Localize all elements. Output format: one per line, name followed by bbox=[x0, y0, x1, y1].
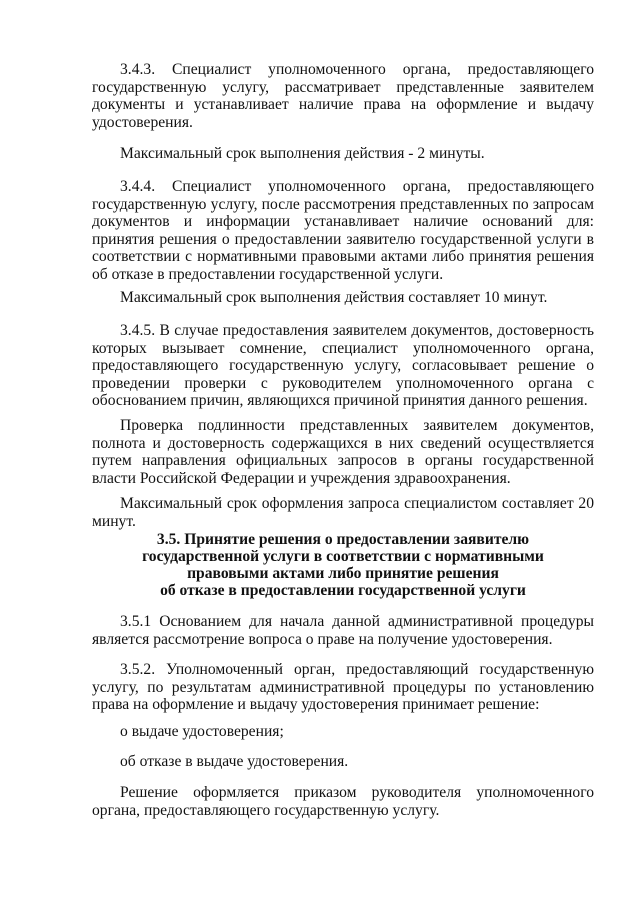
paragraph-3-4-4-block bbox=[92, 178, 594, 284]
paragraph-max-2min-block bbox=[92, 145, 594, 163]
paragraph-document-check: Проверка подлинности представленных заявителем документов, полнота и достоверность содержащихся в них сведений осуществляется путем направления официальных запросов в органы государственной власти Российской Федерации и учреждения здравоохранения. bbox=[92, 417, 594, 487]
paragraph-3-4-3-block bbox=[92, 61, 594, 131]
paragraph-3-5-2-block bbox=[92, 661, 594, 714]
paragraph-max-10min-block bbox=[92, 289, 594, 307]
heading-line-2: государственной услуги в соответствии с нормативными bbox=[142, 548, 544, 565]
decision-option-refuse: об отказе в выдаче удостоверения. bbox=[120, 753, 349, 770]
paragraph-max-time-2min: Максимальный срок выполнения действия - 2 минуты. bbox=[120, 145, 485, 162]
paragraph-3-5-1: 3.5.1 Основанием для начала данной административной процедуры является рассмотрение вопроса о праве на получение удостоверения. bbox=[92, 613, 594, 648]
paragraph-max-time-10min: Максимальный срок выполнения действия составляет 10 минут. bbox=[120, 289, 548, 306]
paragraph-decision-order: Решение оформляется приказом руководителя уполномоченного органа, предоставляющего государственную услугу. bbox=[92, 784, 594, 819]
heading-line-1: 3.5. Принятие решения о предоставлении заявителю bbox=[156, 531, 530, 548]
paragraph-3-4-5: 3.4.5. В случае предоставления заявителем документов, достоверность которых вызывает сомнение, специалист уполномоченного органа, предоставляющего государственную услугу, согласовывает решение о проведении проверки с руководителем уполномоченного органа с обоснованием причин, являющихся причиной принятия данного решения. bbox=[92, 322, 594, 410]
paragraph-3-5-2: 3.5.2. Уполномоченный орган, предоставляющий государственную услугу, по результатам административной процедуры по установлению права на оформление и выдачу удостоверения принимает решение: bbox=[92, 661, 594, 714]
paragraph-3-5-1-block bbox=[92, 613, 594, 648]
paragraph-check-block bbox=[92, 417, 594, 487]
paragraph-refuse-block bbox=[92, 753, 594, 771]
heading-line-4: об отказе в предоставлении государственной услуги bbox=[160, 582, 526, 599]
paragraph-3-4-3: 3.4.3. Специалист уполномоченного органа, предоставляющего государственную услугу, рассматривает представленные заявителем документы и устанавливает наличие права на оформление и выдачу удостоверения. bbox=[92, 61, 594, 131]
paragraph-max-time-20min: Максимальный срок оформления запроса специалистом составляет 20 минут. bbox=[92, 495, 594, 530]
decision-option-issue: о выдаче удостоверения; bbox=[120, 723, 284, 740]
paragraph-max-20min-block bbox=[92, 495, 594, 530]
paragraph-3-4-4: 3.4.4. Специалист уполномоченного органа, предоставляющего государственную услугу, после рассмотрения представленных по запросам документов и информации устанавливает наличие оснований для: принятия решения о предоставлении заявителю государственной услуги в соответствии с нормативными правовыми актами либо принятия решения об отказе в предоставлении государственной услуги. bbox=[92, 178, 594, 283]
paragraph-order-block bbox=[92, 784, 594, 819]
paragraph-3-4-5-block bbox=[92, 322, 594, 410]
section-heading-3-5 bbox=[92, 531, 594, 599]
paragraph-issue-block bbox=[92, 723, 594, 741]
heading-line-3: правовыми актами либо принятие решения bbox=[187, 565, 499, 582]
